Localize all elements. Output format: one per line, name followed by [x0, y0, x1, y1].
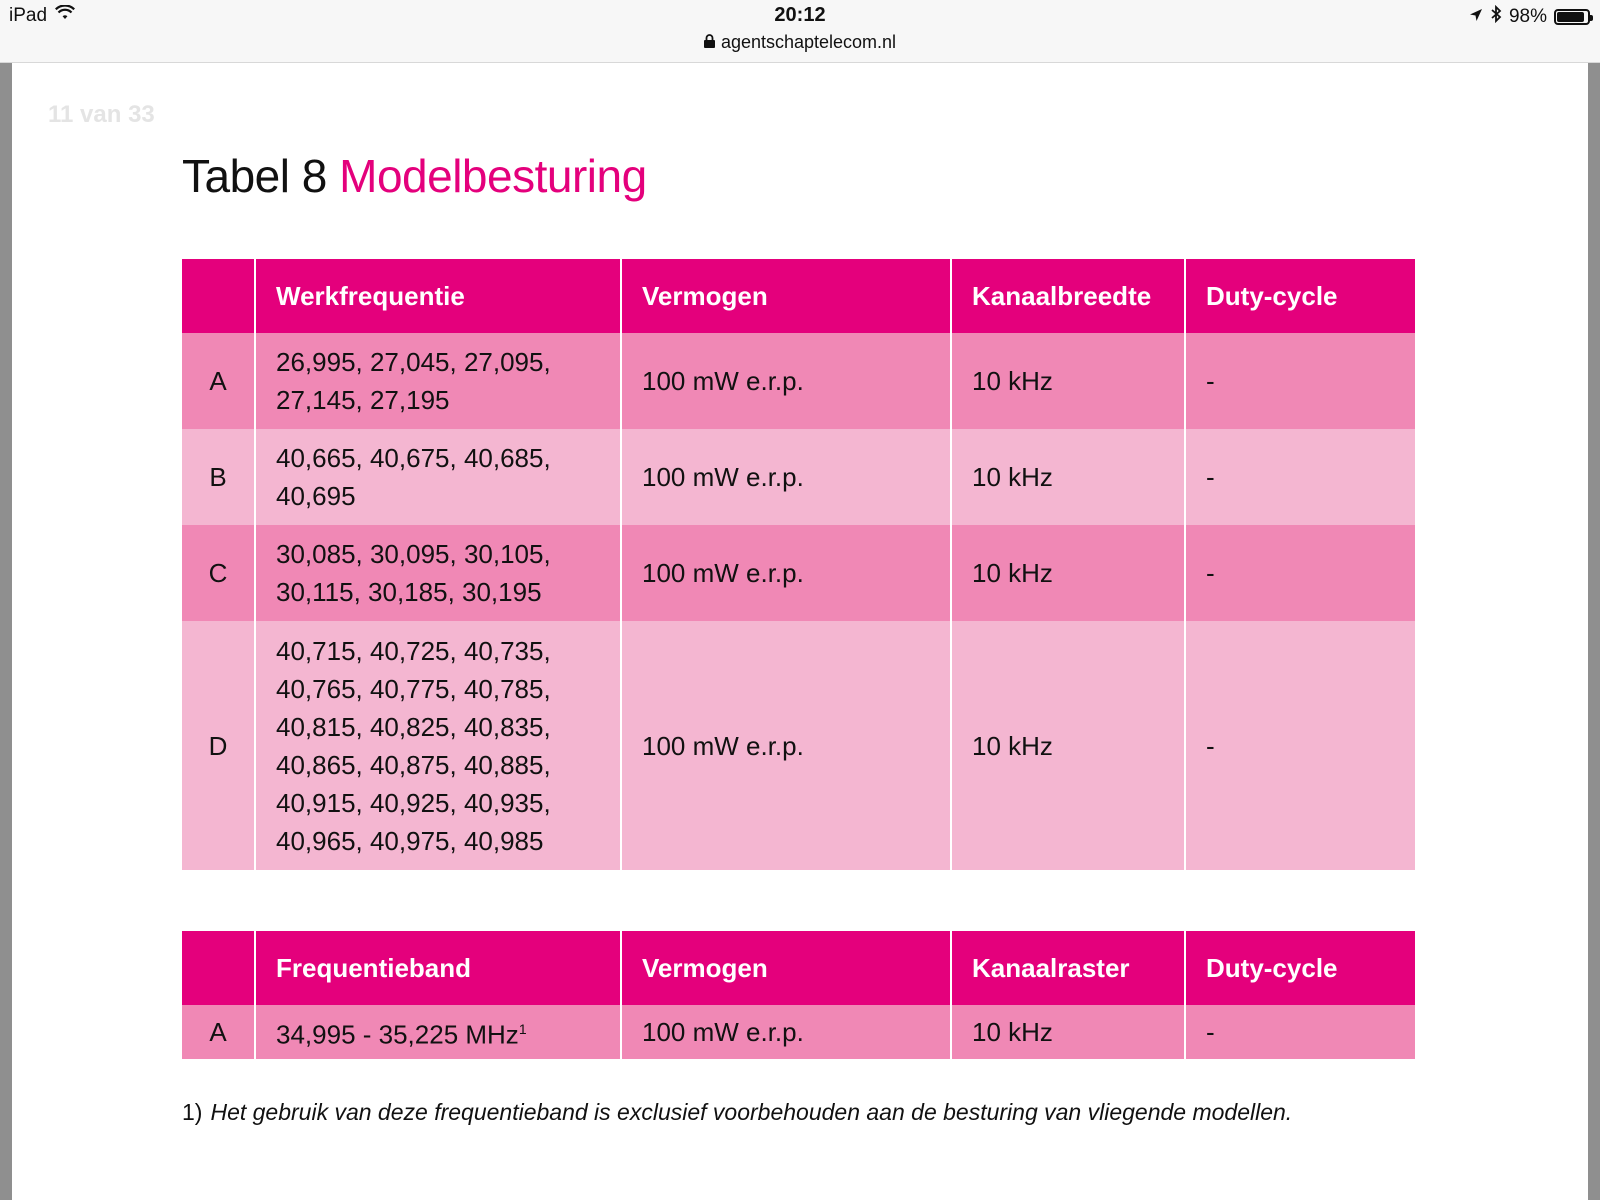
status-right [1469, 5, 1590, 29]
frequency-line: 40,695 [276, 481, 356, 511]
header-cell: Duty-cycle [1185, 931, 1415, 1005]
frequency-line: 40,915, 40,925, 40,935, [276, 787, 551, 818]
header-cell: Duty-cycle [1185, 259, 1415, 333]
power-cell: 100 mW e.r.p. [621, 621, 951, 870]
table-row [182, 621, 1415, 870]
frequency-band-table [182, 931, 1415, 1059]
power-cell: 100 mW e.r.p. [621, 525, 951, 621]
row-label: C [182, 525, 255, 621]
bandwidth-cell: 10 kHz [951, 525, 1185, 621]
frequency-line: 30,085, 30,095, 30,105, [276, 539, 551, 569]
title-accent: Modelbesturing [339, 150, 647, 202]
frequency-table [182, 259, 1415, 870]
power-cell: 100 mW e.r.p. [621, 1005, 951, 1059]
row-label: B [182, 429, 255, 525]
footnote-text: Het gebruik van deze frequentieband is exclusief voorbehouden aan de besturing van vliegende modellen. [210, 1099, 1293, 1125]
footnote-marker: 1 [518, 1021, 527, 1038]
header-cell: Werkfrequentie [255, 259, 621, 333]
table-header-row [182, 931, 1415, 1005]
url-text: agentschaptelecom.nl [720, 32, 897, 52]
frequency-band-text: 34,995 - 35,225 MHz [276, 1019, 519, 1050]
frequency-cell [255, 621, 621, 870]
header-cell: Vermogen [621, 259, 951, 333]
battery-percent: 98% [1508, 6, 1547, 27]
device-label: iPad [9, 5, 48, 26]
frequency-line: 27,145, 27,195 [276, 385, 450, 415]
frequency-band-cell [255, 1005, 621, 1059]
frequency-cell [255, 525, 621, 621]
duty-cycle-cell: - [1185, 429, 1415, 525]
header-cell [182, 931, 255, 1005]
row-label: D [182, 621, 255, 870]
frequency-cell [255, 333, 621, 429]
header-cell: Kanaalraster [951, 931, 1185, 1005]
frequency-line: 40,765, 40,775, 40,785, [276, 673, 551, 704]
frequency-cell [255, 429, 621, 525]
address-bar[interactable] [0, 32, 1600, 53]
frequency-line: 40,865, 40,875, 40,885, [276, 749, 551, 780]
clock: 20:12 [774, 4, 826, 26]
lock-icon [704, 32, 715, 53]
bandwidth-cell: 10 kHz [951, 333, 1185, 429]
channel-raster-cell: 10 kHz [951, 1005, 1185, 1059]
table-row [182, 525, 1415, 621]
frequency-line: 26,995, 27,045, 27,095, [276, 347, 551, 377]
battery-icon [1554, 9, 1590, 25]
frequency-line: 40,715, 40,725, 40,735, [276, 635, 551, 666]
header-cell: Vermogen [621, 931, 951, 1005]
table-header-row [182, 259, 1415, 333]
footnote [182, 1099, 1292, 1126]
frequency-line: 30,115, 30,185, 30,195 [276, 577, 542, 607]
frequency-line: 40,815, 40,825, 40,835, [276, 711, 551, 742]
row-label: A [182, 333, 255, 429]
battery-fill [1557, 12, 1584, 22]
bandwidth-cell: 10 kHz [951, 429, 1185, 525]
frequency-line: 40,665, 40,675, 40,685, [276, 443, 551, 473]
title-prefix: Tabel 8 [182, 150, 327, 202]
bluetooth-icon [1490, 5, 1502, 29]
table-row [182, 429, 1415, 525]
frequency-line: 40,965, 40,975, 40,985 [276, 825, 544, 856]
header-cell [182, 259, 255, 333]
table-row [182, 1005, 1415, 1059]
row-label: A [182, 1005, 255, 1059]
bandwidth-cell: 10 kHz [951, 621, 1185, 870]
status-bar [0, 0, 1600, 63]
duty-cycle-cell: - [1185, 1005, 1415, 1059]
header-cell: Kanaalbreedte [951, 259, 1185, 333]
duty-cycle-cell: - [1185, 525, 1415, 621]
power-cell: 100 mW e.r.p. [621, 429, 951, 525]
duty-cycle-cell: - [1185, 621, 1415, 870]
header-cell: Frequentieband [255, 931, 621, 1005]
page-counter: 11 van 33 [48, 101, 155, 128]
page-title [182, 149, 647, 203]
footnote-number: 1) [182, 1099, 203, 1125]
duty-cycle-cell: - [1185, 333, 1415, 429]
power-cell: 100 mW e.r.p. [621, 333, 951, 429]
location-arrow-icon [1469, 6, 1483, 28]
table-row [182, 333, 1415, 429]
pdf-page[interactable] [12, 63, 1588, 1200]
